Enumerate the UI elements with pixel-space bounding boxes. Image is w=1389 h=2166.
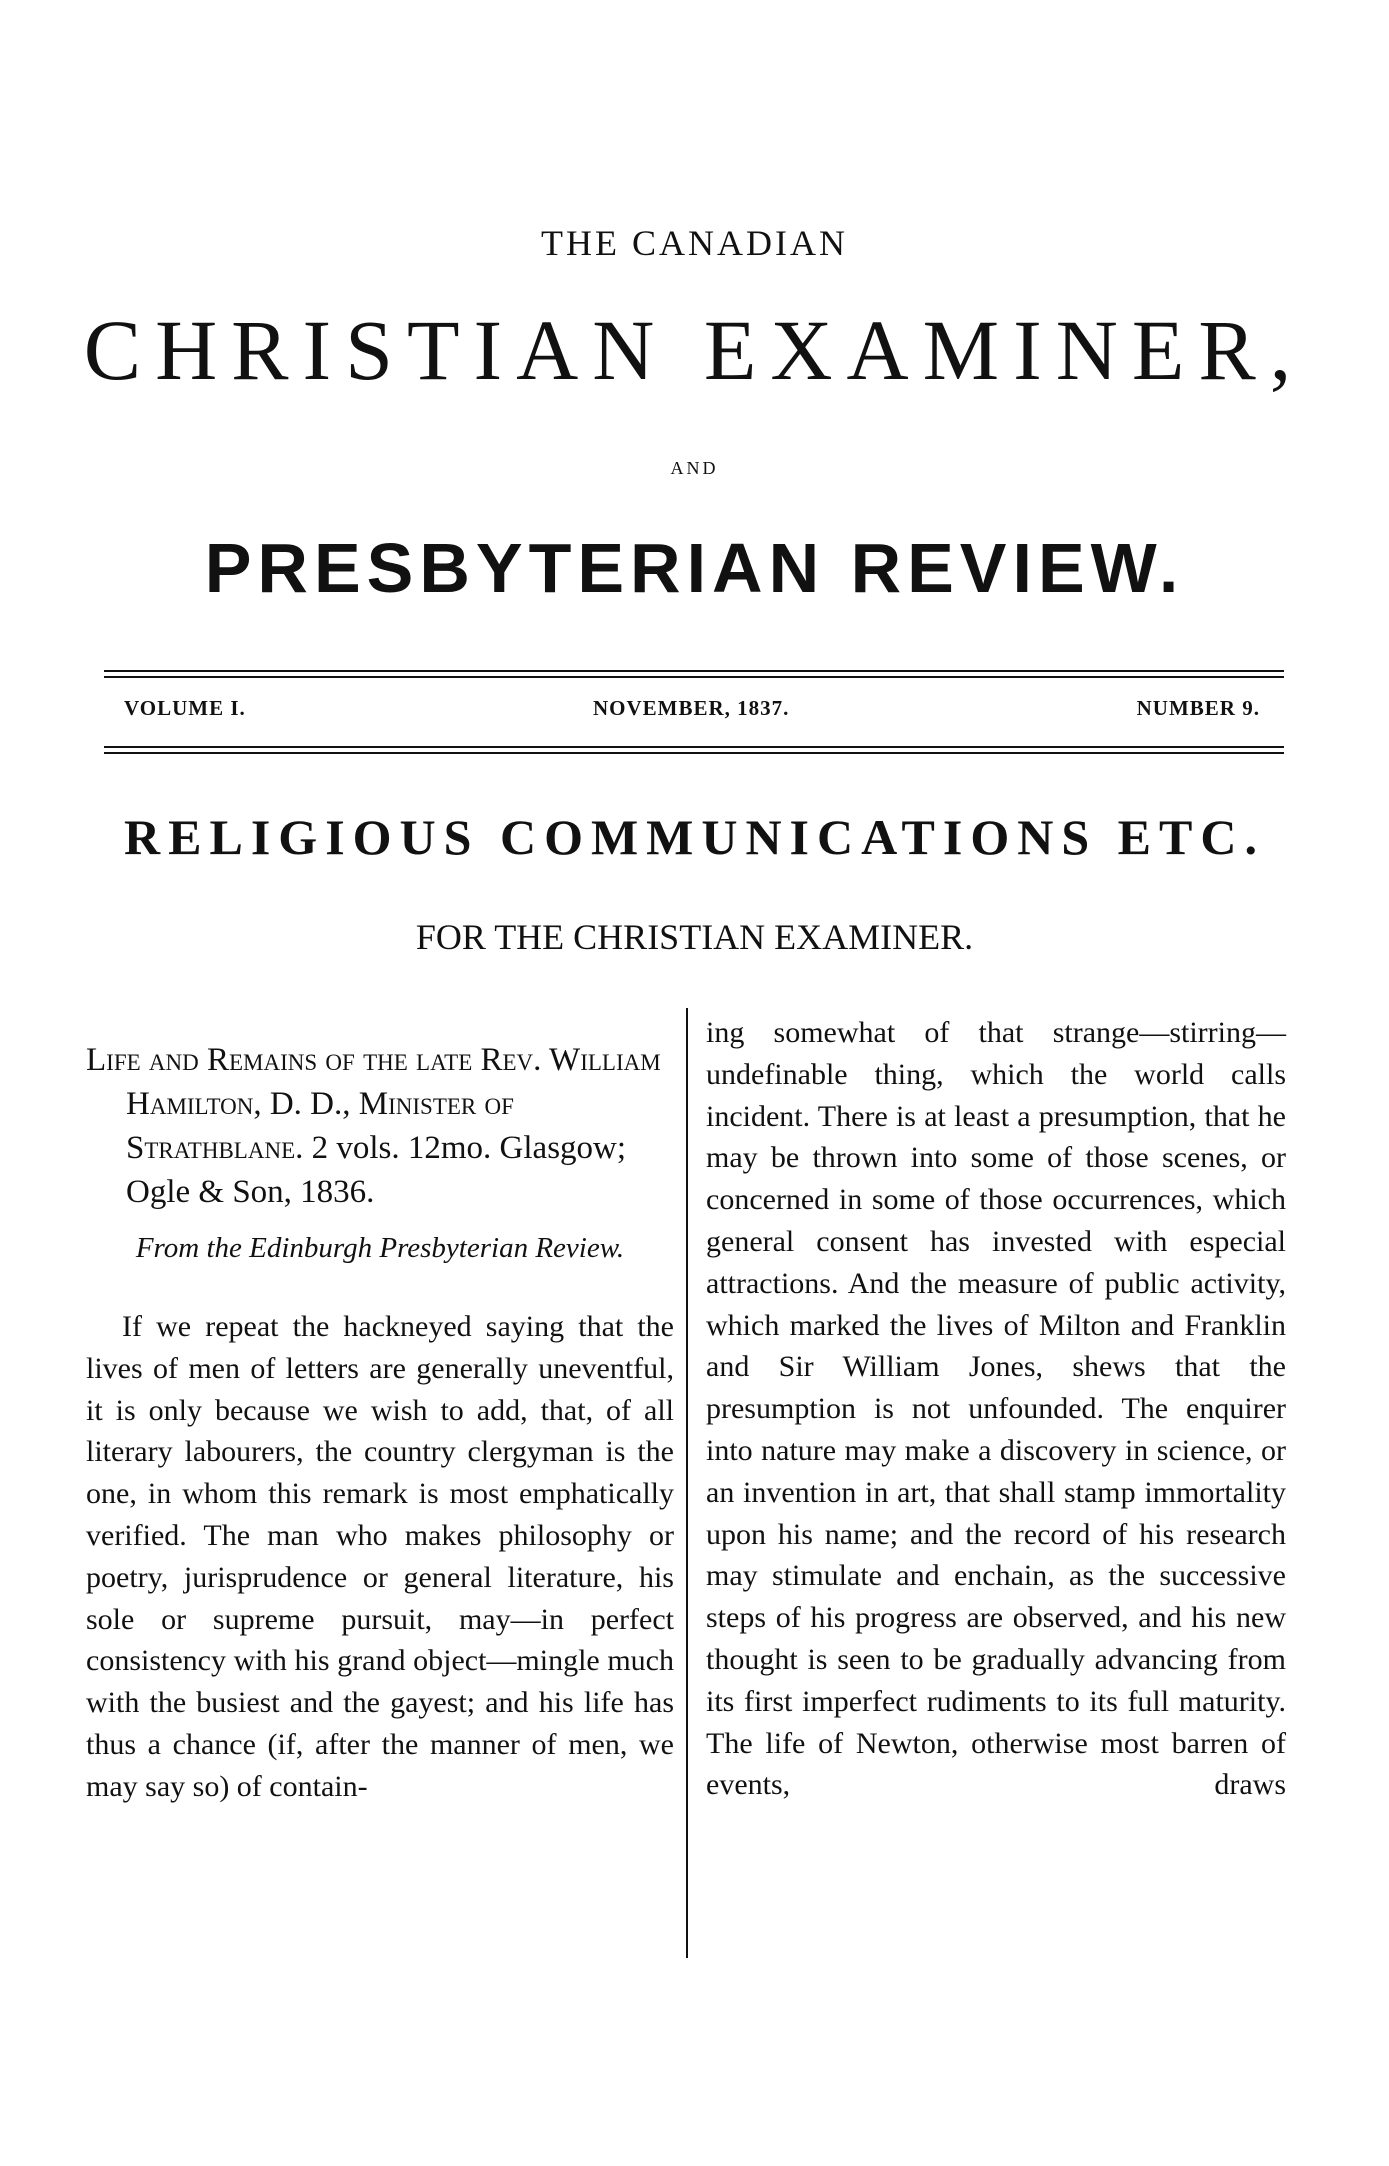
column-divider [686, 1008, 688, 1958]
section-subtitle: FOR THE CHRISTIAN EXAMINER. [415, 917, 974, 957]
source-line: From the Edinburgh Presbyterian Review. [135, 1232, 625, 1264]
issue-number: NUMBER 9. [1136, 696, 1260, 720]
masthead-title: CHRISTIAN EXAMINER, [83, 302, 1306, 398]
issue-volume: VOLUME I. [124, 696, 246, 720]
right-column-text: ing somewhat of that strange—stirring—undefinable thing, which the world calls incident. There is at least a presumption, that he may be thrown into some of those scenes, or concerned in some of those occurrences, which general consent has invested with especial attractions. And the measure of public activity, which marked the lives of Milton and Franklin and Sir William Jones, shews that the presumption is not unfounded. The enquirer into nature may make a discovery in science, or an invention in art, that shall stamp immortality upon his name; and the record of his research may stimulate and enchain, as the successive steps of his progress are observed, and his new thought is seen to be gradually advancing from its first imperfect rudiments to its full maturity. The life of Newton, otherwise most barren of events, draws [706, 1016, 1286, 1802]
masthead-subtitle: PRESBYTERIAN REVIEW. [204, 529, 1185, 607]
section-title: RELIGIOUS COMMUNICATIONS ETC. [124, 809, 1265, 865]
bottom-rule-inner [104, 752, 1284, 754]
masthead-pre-title: THE CANADIAN [541, 223, 848, 263]
review-heading-title: Life and Remains of the late Rev. William Hamilton, D. D., Minister of Strathblane. [86, 1042, 661, 1166]
right-column [706, 1012, 1286, 1806]
review-heading-details: 2 vols. 12mo. Glasgow; Ogle & Son, 1836. [126, 1130, 627, 1210]
top-rule-inner [104, 676, 1284, 678]
left-column [86, 1038, 674, 1803]
review-heading [86, 1038, 674, 1214]
masthead-conjunction: AND [670, 458, 719, 478]
left-column-text: If we repeat the hackneyed saying that the lives of men of letters are generally uneventful, it is only because we wish to add, that, of all literary labourers, the country clergyman is the one, in whom this remark is most emphatically verified. The man who makes philosophy or poetry, jurisprudence or general literature, his sole or supreme pursuit, may—in perfect consistency with his grand object—mingle much with the busiest and the gayest; and his life has thus a chance (if, after the manner of men, we may say so) of contain- [86, 1310, 674, 1803]
bottom-rule-outer [104, 746, 1284, 748]
issue-line [124, 696, 1260, 721]
issue-date: NOVEMBER, 1837. [592, 696, 790, 720]
top-rule-outer [104, 670, 1284, 672]
